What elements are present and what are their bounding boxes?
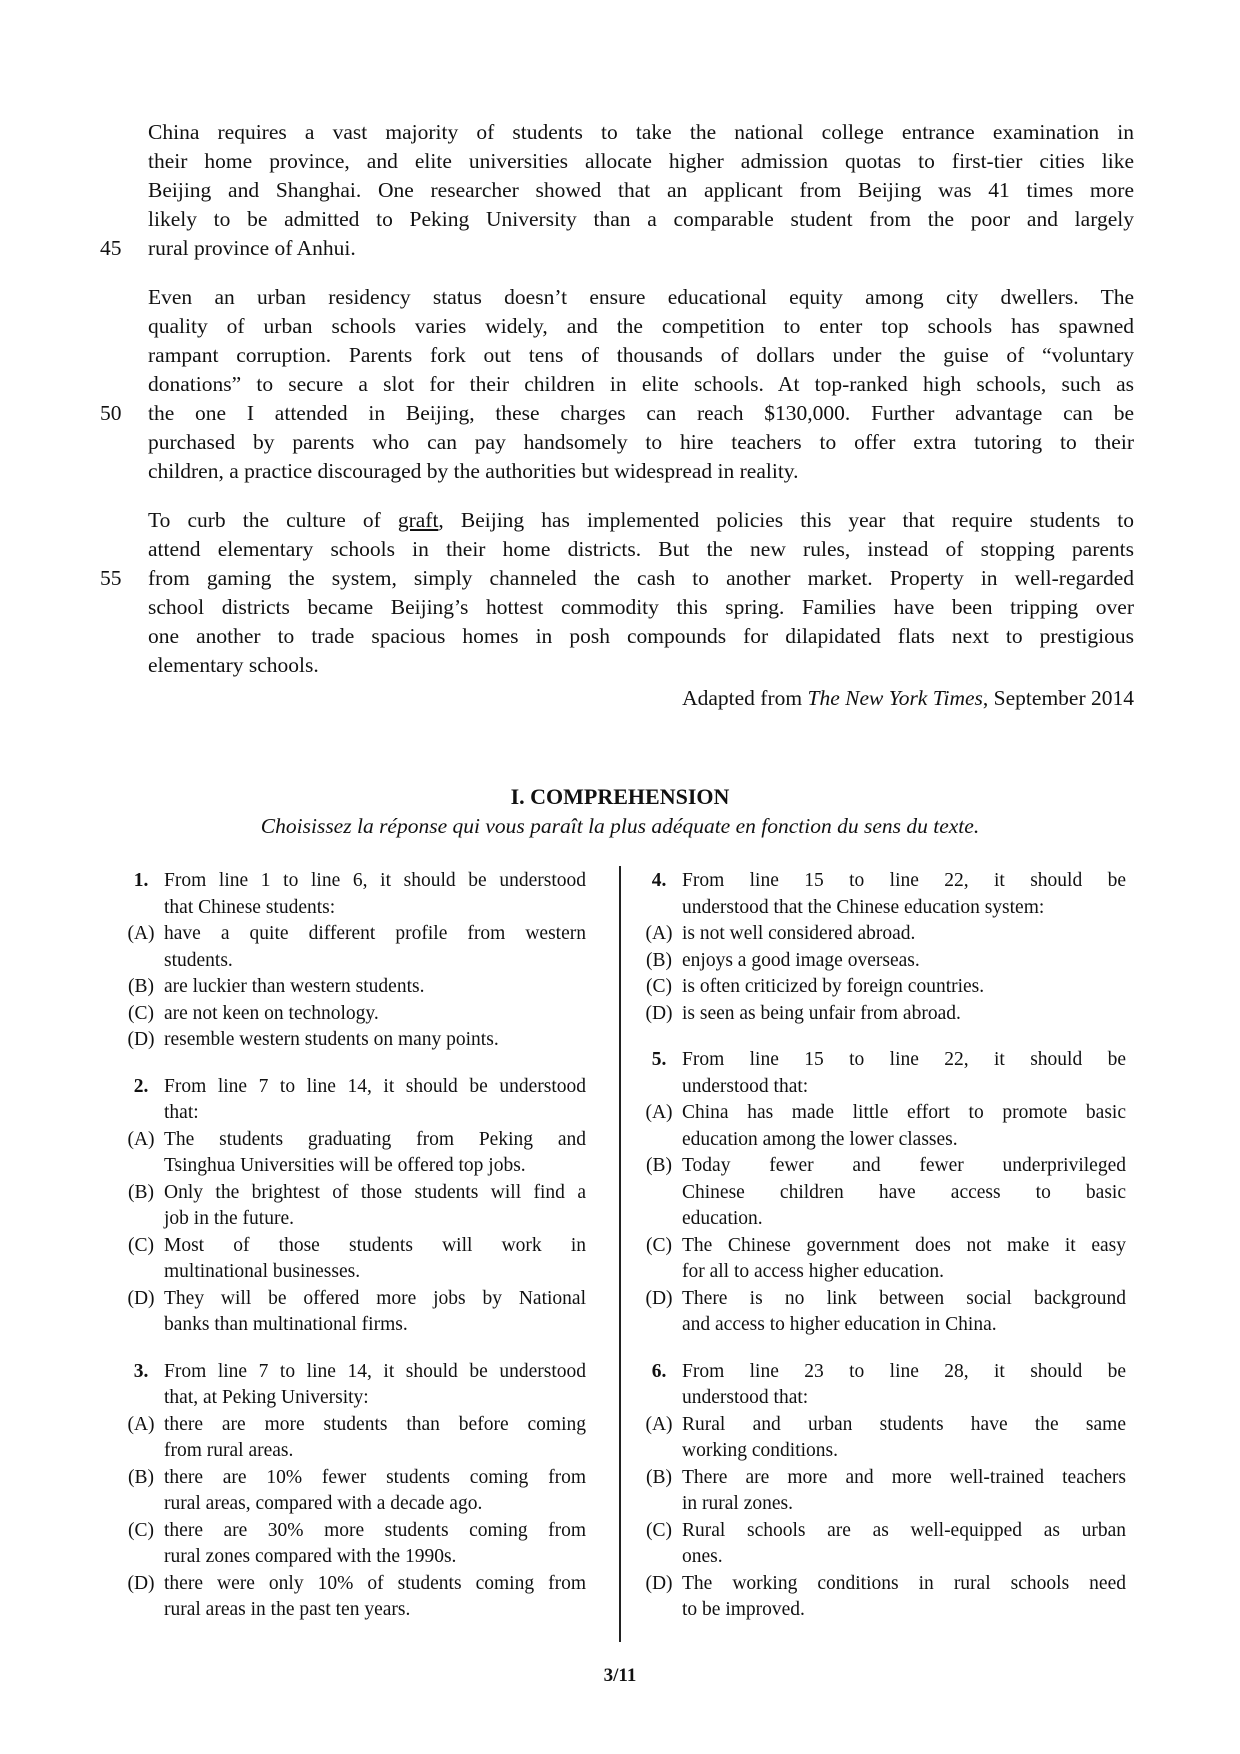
answer-option[interactable]: (A) Rural and urban students have the same working conditions.: [645, 1413, 1126, 1461]
question-4: [636, 868, 1126, 1027]
answer-option[interactable]: (B) there are 10% fewer students coming from rural areas, compared with a decade ago.: [128, 1466, 586, 1514]
questions-right-column: [636, 868, 1126, 1644]
passage-line: Beijing and Shanghai. One researcher showed that an applicant from Beijing was 41 times more: [148, 178, 1134, 202]
questions-left-column: [118, 868, 586, 1644]
section-title: I. COMPREHENSION: [510, 784, 730, 809]
question-stem: From line 23 to line 28, it should be understood that:: [682, 1360, 1126, 1408]
passage-line: Even an urban residency status doesn’t ensure educational equity among city dwellers. The: [148, 285, 1134, 309]
question-5: [636, 1047, 1126, 1339]
publication-name: The New York Times: [807, 686, 983, 710]
passage-line: purchased by parents who can pay handsomely to hire teachers to offer extra tutoring to their: [148, 430, 1134, 454]
answer-option[interactable]: (B) Today fewer and fewer underprivileged Chinese children have access to basic education.: [646, 1155, 1126, 1229]
passage-line: 50 the one I attended in Beijing, these charges can reach $130,000. Further advantage can be: [148, 399, 1134, 428]
line-number: 55: [100, 566, 122, 590]
passage-line: rampant corruption. Parents fork out tens of thousands of dollars under the guise of “voluntary: [148, 343, 1134, 367]
passage-line: their home province, and elite universities allocate higher admission quotas to first-tier cities like: [148, 149, 1134, 173]
answer-option[interactable]: (C) are not keen on technology.: [128, 1002, 379, 1024]
question-3: [118, 1359, 586, 1624]
answer-option[interactable]: (A) The students graduating from Peking and Tsinghua Universities will be offered top jobs.: [127, 1128, 586, 1176]
answer-option[interactable]: (D) The working conditions in rural schools need to be improved.: [645, 1572, 1126, 1620]
passage-paragraph: [100, 506, 1134, 680]
answer-option[interactable]: (B) There are more and more well-trained teachers in rural zones.: [646, 1466, 1126, 1514]
page-number: 3/11: [603, 1665, 637, 1686]
question-number: 6.: [651, 1360, 667, 1382]
answer-option[interactable]: (C) The Chinese government does not make it easy for all to access higher education.: [646, 1234, 1126, 1282]
answer-option[interactable]: (A) there are more students than before coming from rural areas.: [127, 1413, 586, 1461]
answer-option[interactable]: (D) is seen as being unfair from abroad.: [645, 1002, 961, 1024]
passage-line: one another to trade spacious homes in posh compounds for dilapidated flats next to prestigious: [148, 624, 1134, 648]
passage-line: school districts became Beijing’s hottest commodity this spring. Families have been tripping over: [148, 595, 1134, 619]
question-number: 2.: [133, 1075, 149, 1097]
question-2: [118, 1074, 586, 1339]
passage-paragraph: [100, 283, 1134, 486]
answer-option[interactable]: (B) enjoys a good image overseas.: [646, 949, 920, 971]
section-instruction: Choisissez la réponse qui vous paraît la plus adéquate en fonction du sens du texte.: [260, 814, 980, 838]
question-number: 4.: [651, 870, 667, 891]
reading-passage: [100, 118, 1134, 713]
answer-option[interactable]: (D) There is no link between social background and access to higher education in China.: [645, 1287, 1126, 1335]
answer-option[interactable]: (C) Rural schools are as well-equipped as urban ones.: [646, 1519, 1126, 1567]
passage-line: attend elementary schools in their home districts. But the new rules, instead of stopping parents: [148, 537, 1134, 561]
question-stem: From line 7 to line 14, it should be understood that, at Peking University:: [164, 1360, 586, 1408]
question-stem: From line 15 to line 22, it should be understood that the Chinese education system:: [682, 870, 1126, 918]
passage-line: 45 rural province of Anhui.: [148, 234, 1134, 263]
answer-option[interactable]: (B) Only the brightest of those students will find a job in the future.: [128, 1181, 586, 1229]
passage-line: China requires a vast majority of students to take the national college entrance examination in: [148, 120, 1134, 144]
answer-option[interactable]: (C) Most of those students will work in multinational businesses.: [128, 1234, 586, 1282]
passage-line: donations” to secure a slot for their children in elite schools. At top-ranked high schools, such as: [148, 372, 1134, 396]
passage-line: elementary schools.: [148, 653, 319, 677]
passage-line: To curb the culture of graft, Beijing has implemented policies this year that require students to: [148, 508, 1134, 532]
passage-line: 55 from gaming the system, simply channeled the cash to another market. Property in well-regarded: [148, 564, 1134, 593]
column-divider: [619, 866, 621, 1642]
question-stem: From line 7 to line 14, it should be understood that:: [164, 1075, 586, 1123]
underlined-word: graft: [397, 508, 439, 532]
question-1: [118, 868, 586, 1054]
question-6: [636, 1359, 1126, 1624]
answer-option[interactable]: (C) is often criticized by foreign countries.: [646, 976, 985, 997]
line-number: 45: [100, 236, 122, 260]
question-number: 3.: [133, 1360, 149, 1382]
question-stem: From line 15 to line 22, it should be understood that:: [682, 1049, 1126, 1097]
line-number: 50: [100, 401, 122, 425]
passage-line: children, a practice discouraged by the authorities but widespread in reality.: [148, 459, 799, 483]
answer-option[interactable]: (B) are luckier than western students.: [128, 976, 425, 997]
answer-option[interactable]: (D) They will be offered more jobs by National banks than multinational firms.: [127, 1287, 586, 1335]
answer-option[interactable]: (A) have a quite different profile from western students.: [127, 923, 586, 971]
answer-option[interactable]: (D) there were only 10% of students coming from rural areas in the past ten years.: [127, 1572, 586, 1620]
question-number: 5.: [651, 1049, 667, 1070]
answer-option[interactable]: (A) China has made little effort to promote basic education among the lower classes.: [645, 1102, 1126, 1150]
question-number: 1.: [133, 870, 149, 891]
answer-option[interactable]: (D) resemble western students on many points.: [127, 1029, 499, 1050]
passage-source: Adapted from The New York Times, September 2014: [682, 686, 1134, 710]
passage-line: likely to be admitted to Peking University than a comparable student from the poor and largely: [148, 207, 1134, 231]
passage-line: quality of urban schools varies widely, and the competition to enter top schools has spawned: [148, 314, 1134, 338]
answer-option[interactable]: (A) is not well considered abroad.: [645, 923, 916, 944]
answer-option[interactable]: (C) there are 30% more students coming from rural zones compared with the 1990s.: [128, 1519, 586, 1567]
passage-paragraph: [100, 118, 1134, 263]
question-stem: From line 1 to line 6, it should be understood that Chinese students:: [164, 870, 586, 918]
